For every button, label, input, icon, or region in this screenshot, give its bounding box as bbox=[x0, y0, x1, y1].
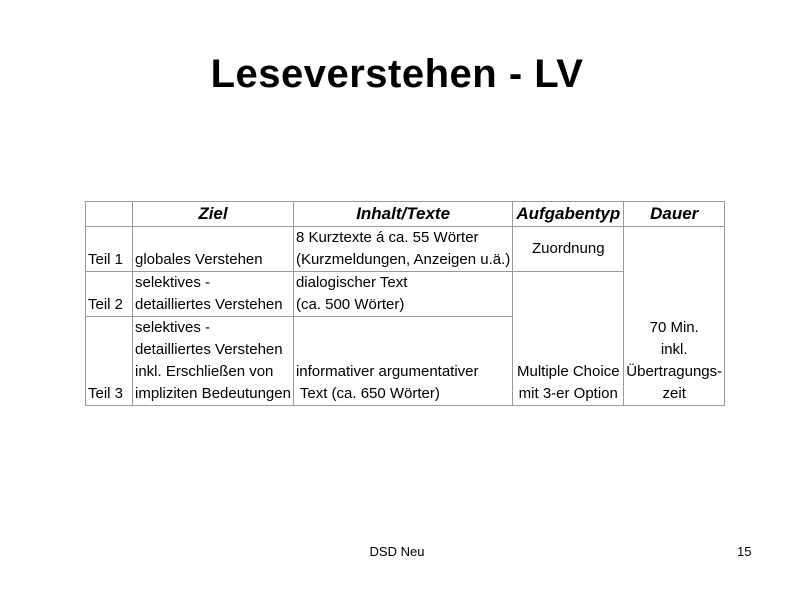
table-row bbox=[86, 227, 725, 272]
teil-2-ziel: selektives - detailliertes Verstehen bbox=[133, 272, 294, 317]
teil-2-3-aufgabentyp: Multiple Choice mit 3-er Option bbox=[513, 272, 624, 406]
teil-1-ziel: globales Verstehen bbox=[133, 227, 294, 272]
header-empty bbox=[86, 202, 133, 227]
dauer-cell: 70 Min. inkl. Übertragungs- zeit bbox=[624, 227, 725, 406]
teil-2-label: Teil 2 bbox=[86, 272, 133, 317]
header-ziel: Ziel bbox=[133, 202, 294, 227]
teil-3-label: Teil 3 bbox=[86, 317, 133, 406]
teil-1-aufgabentyp: Zuordnung bbox=[513, 227, 624, 272]
overview-table bbox=[85, 201, 725, 406]
table-header-row bbox=[86, 202, 725, 227]
teil-3-ziel: selektives - detailliertes Verstehen inkl. Erschließen von impliziten Bedeutungen bbox=[133, 317, 294, 406]
page-number: 15 bbox=[737, 544, 752, 559]
slide-title: Leseverstehen - LV bbox=[210, 52, 584, 96]
header-inhalt: Inhalt/Texte bbox=[293, 202, 512, 227]
teil-2-inhalt: dialogischer Text (ca. 500 Wörter) bbox=[293, 272, 512, 317]
header-aufgabentyp: Aufgabentyp bbox=[513, 202, 624, 227]
teil-1-label: Teil 1 bbox=[86, 227, 133, 272]
teil-1-inhalt: 8 Kurztexte á ca. 55 Wörter (Kurzmeldungen, Anzeigen u.ä.) bbox=[293, 227, 512, 272]
header-dauer: Dauer bbox=[624, 202, 725, 227]
footer-text: DSD Neu bbox=[369, 544, 425, 559]
teil-3-inhalt: informativer argumentativer Text (ca. 650 Wörter) bbox=[293, 317, 512, 406]
